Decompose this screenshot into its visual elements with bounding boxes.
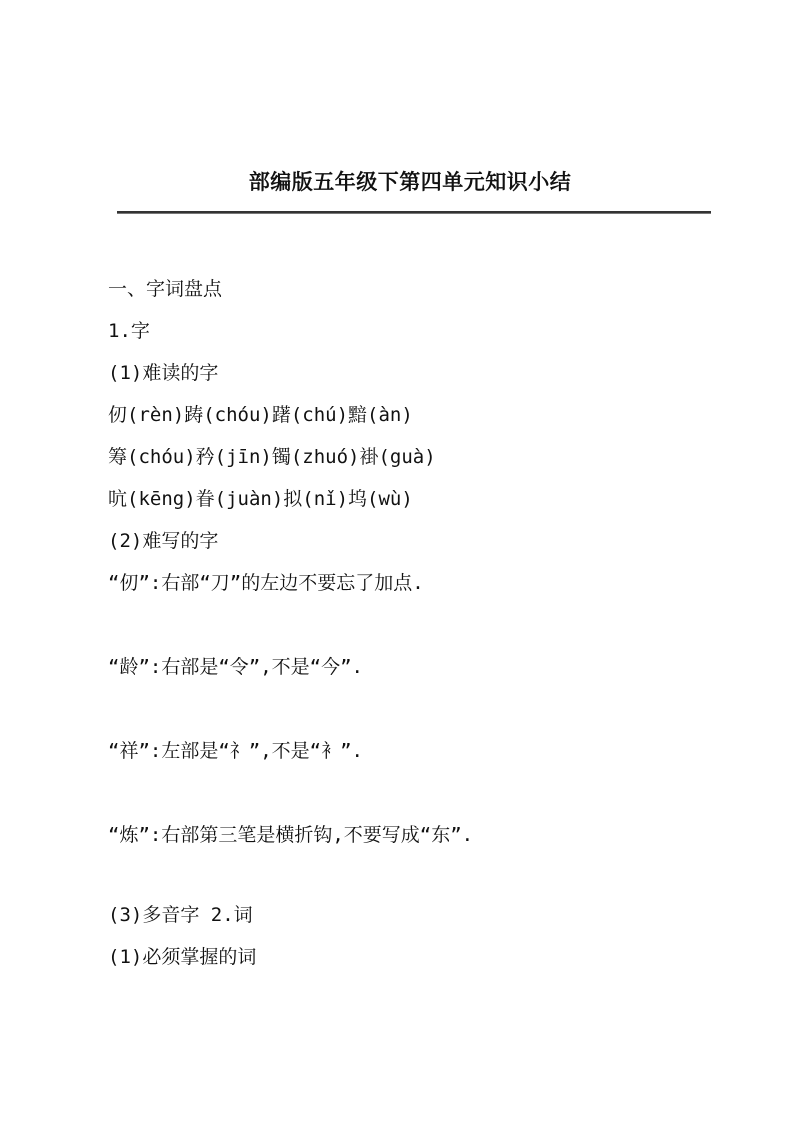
item-heading: (1)必须掌握的词	[108, 946, 257, 968]
note-line: “龄”:右部是“令”,不是“今”.	[108, 656, 363, 678]
item-heading: (3)多音字 2.词	[108, 904, 253, 926]
item-heading: (1)难读的字	[108, 362, 219, 384]
pinyin-line: 吭(kēng)眷(juàn)拟(nǐ)坞(wù)	[108, 488, 413, 510]
subsection-heading: 1.字	[108, 320, 150, 342]
note-line: “仞”:右部“刀”的左边不要忘了加点.	[108, 572, 424, 594]
pinyin-line: 筹(chóu)矜(jīn)镯(zhuó)褂(guà)	[108, 446, 436, 468]
note-line: “炼”:右部第三笔是横折钩,不要写成“东”.	[108, 824, 474, 846]
note-line: “祥”:左部是“礻”,不是“衤”.	[108, 740, 363, 762]
document-title: 部编版五年级下第四单元知识小结	[248, 169, 572, 194]
pinyin-line: 仞(rèn)踌(chóu)躇(chú)黯(àn)	[108, 404, 413, 426]
section-heading: 一、字词盘点	[108, 278, 223, 300]
item-heading: (2)难写的字	[108, 530, 219, 552]
title-divider	[117, 211, 711, 214]
